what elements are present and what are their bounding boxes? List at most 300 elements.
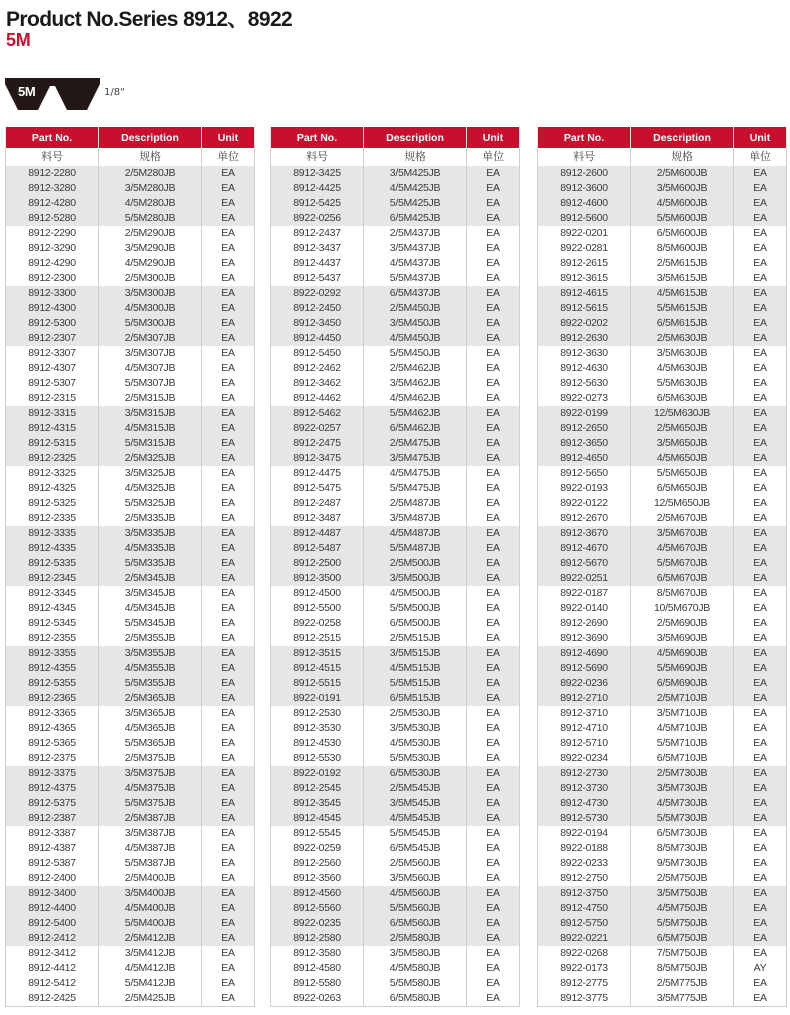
cell-unit: EA (467, 901, 520, 916)
cell-description: 12/5M650JB (631, 496, 734, 511)
cell-unit: EA (734, 571, 787, 586)
table-row (6, 916, 255, 931)
cell-description: 5/5M365JB (99, 736, 202, 751)
table-row (538, 571, 787, 586)
cell-description: 5/5M425JB (364, 196, 467, 211)
cell-unit: EA (734, 901, 787, 916)
cell-description: 4/5M425JB (364, 181, 467, 196)
table-row (538, 916, 787, 931)
cell-unit: EA (734, 331, 787, 346)
cell-description: 3/5M650JB (631, 436, 734, 451)
cell-unit: EA (734, 796, 787, 811)
cell-part-no: 8912-4710 (538, 721, 631, 736)
table-row (538, 976, 787, 991)
table-row (538, 331, 787, 346)
cell-description: 3/5M387JB (99, 826, 202, 841)
cell-unit: EA (467, 946, 520, 961)
table-row (271, 361, 520, 376)
table-row (6, 466, 255, 481)
cell-part-no: 8912-2345 (6, 571, 99, 586)
cell-description: 3/5M487JB (364, 511, 467, 526)
cell-unit: EA (734, 556, 787, 571)
table-row (271, 601, 520, 616)
table-row (6, 661, 255, 676)
table-row (538, 961, 787, 976)
cell-part-no: 8912-3375 (6, 766, 99, 781)
cell-part-no: 8912-5580 (271, 976, 364, 991)
cell-unit: EA (467, 841, 520, 856)
cell-unit: EA (467, 421, 520, 436)
cell-part-no: 8912-5630 (538, 376, 631, 391)
table-row (271, 886, 520, 901)
cell-part-no: 8912-4730 (538, 796, 631, 811)
cell-description: 6/5M462JB (364, 421, 467, 436)
table-row (271, 991, 520, 1007)
cell-unit: EA (202, 541, 255, 556)
table-row (6, 361, 255, 376)
cell-part-no: 8912-3412 (6, 946, 99, 961)
table-row (538, 841, 787, 856)
cell-part-no: 8912-3475 (271, 451, 364, 466)
cell-description: 4/5M560JB (364, 886, 467, 901)
cell-description: 2/5M437JB (364, 226, 467, 241)
cell-unit: EA (467, 406, 520, 421)
cell-part-no: 8912-5280 (6, 211, 99, 226)
cell-part-no: 8912-2325 (6, 451, 99, 466)
cell-description: 4/5M355JB (99, 661, 202, 676)
cell-unit: EA (202, 691, 255, 706)
cell-description: 5/5M335JB (99, 556, 202, 571)
cell-part-no: 8912-4345 (6, 601, 99, 616)
cell-unit: EA (202, 826, 255, 841)
cell-unit: EA (202, 346, 255, 361)
cell-part-no: 8912-3750 (538, 886, 631, 901)
cell-part-no: 8912-4515 (271, 661, 364, 676)
table-row (271, 391, 520, 406)
cell-unit: EA (734, 736, 787, 751)
cell-description: 2/5M425JB (99, 991, 202, 1007)
cell-description: 12/5M630JB (631, 406, 734, 421)
cell-part-no: 8912-3355 (6, 646, 99, 661)
cell-part-no: 8912-5355 (6, 676, 99, 691)
cell-unit: EA (467, 181, 520, 196)
cell-unit: EA (467, 781, 520, 796)
cell-part-no: 8922-0221 (538, 931, 631, 946)
cell-description: 3/5M515JB (364, 646, 467, 661)
cell-description: 4/5M515JB (364, 661, 467, 676)
table-row (6, 316, 255, 331)
cell-part-no: 8912-2335 (6, 511, 99, 526)
cell-description: 5/5M450JB (364, 346, 467, 361)
cell-part-no: 8912-3710 (538, 706, 631, 721)
table-row (271, 406, 520, 421)
cell-description: 4/5M710JB (631, 721, 734, 736)
cell-description: 5/5M375JB (99, 796, 202, 811)
table-row (271, 211, 520, 226)
cell-part-no: 8922-0263 (271, 991, 364, 1007)
cell-part-no: 8912-5560 (271, 901, 364, 916)
cell-description: 5/5M580JB (364, 976, 467, 991)
cell-unit: EA (202, 286, 255, 301)
table-row (271, 676, 520, 691)
cell-part-no: 8912-2387 (6, 811, 99, 826)
table-row (271, 946, 520, 961)
cell-unit: EA (734, 166, 787, 181)
table-row (538, 736, 787, 751)
table-row (271, 166, 520, 181)
cell-description: 5/5M462JB (364, 406, 467, 421)
cell-part-no: 8912-4400 (6, 901, 99, 916)
cell-part-no: 8912-3545 (271, 796, 364, 811)
cell-part-no: 8912-4375 (6, 781, 99, 796)
cell-description: 3/5M670JB (631, 526, 734, 541)
cell-part-no: 8912-2650 (538, 421, 631, 436)
cell-part-no: 8912-3670 (538, 526, 631, 541)
cell-description: 4/5M325JB (99, 481, 202, 496)
cell-unit: EA (202, 751, 255, 766)
cell-part-no: 8912-3345 (6, 586, 99, 601)
cell-unit: EA (202, 511, 255, 526)
table-row (538, 196, 787, 211)
cell-unit: EA (467, 301, 520, 316)
table-row (6, 271, 255, 286)
belt-profile-label: 5M (18, 84, 36, 99)
table-row (271, 256, 520, 271)
table-row (6, 181, 255, 196)
cell-unit: EA (734, 286, 787, 301)
cell-description: 7/5M750JB (631, 946, 734, 961)
cell-part-no: 8912-2775 (538, 976, 631, 991)
cell-unit: EA (467, 271, 520, 286)
table-row (6, 241, 255, 256)
cell-description: 2/5M365JB (99, 691, 202, 706)
cell-part-no: 8912-3580 (271, 946, 364, 961)
cell-part-no: 8912-5690 (538, 661, 631, 676)
cell-unit: EA (202, 961, 255, 976)
cell-description: 4/5M375JB (99, 781, 202, 796)
column-header-description: Description (631, 127, 734, 148)
cell-part-no: 8912-2315 (6, 391, 99, 406)
cell-unit: EA (734, 646, 787, 661)
cell-description: 2/5M615JB (631, 256, 734, 271)
cell-unit: EA (467, 211, 520, 226)
cell-description: 4/5M475JB (364, 466, 467, 481)
table-row (271, 781, 520, 796)
cell-description: 6/5M425JB (364, 211, 467, 226)
cell-description: 3/5M335JB (99, 526, 202, 541)
cell-description: 6/5M560JB (364, 916, 467, 931)
cell-part-no: 8912-3425 (271, 166, 364, 181)
table-row (538, 211, 787, 226)
cell-unit: EA (202, 256, 255, 271)
table-row (271, 706, 520, 721)
table-row (538, 856, 787, 871)
cell-description: 2/5M412JB (99, 931, 202, 946)
cell-part-no: 8912-3335 (6, 526, 99, 541)
cell-unit: EA (202, 316, 255, 331)
cell-unit: EA (467, 721, 520, 736)
cell-description: 5/5M500JB (364, 601, 467, 616)
cell-part-no: 8912-5670 (538, 556, 631, 571)
cell-part-no: 8912-3315 (6, 406, 99, 421)
table-row (6, 346, 255, 361)
table-row (271, 481, 520, 496)
table-row (271, 496, 520, 511)
cell-description: 4/5M750JB (631, 901, 734, 916)
table-row (6, 196, 255, 211)
table-row (271, 826, 520, 841)
cell-part-no: 8912-2375 (6, 751, 99, 766)
cell-part-no: 8922-0194 (538, 826, 631, 841)
cell-unit: EA (734, 661, 787, 676)
table-row (538, 721, 787, 736)
cell-part-no: 8912-3530 (271, 721, 364, 736)
table-row (271, 181, 520, 196)
cell-part-no: 8912-3775 (538, 991, 631, 1007)
cell-unit: EA (734, 691, 787, 706)
cell-unit: EA (734, 886, 787, 901)
table-row (271, 301, 520, 316)
cell-part-no: 8912-2355 (6, 631, 99, 646)
cell-description: 6/5M710JB (631, 751, 734, 766)
cell-part-no: 8912-4670 (538, 541, 631, 556)
cell-part-no: 8912-5515 (271, 676, 364, 691)
cell-unit: EA (734, 316, 787, 331)
cell-unit: EA (202, 631, 255, 646)
cell-description: 2/5M335JB (99, 511, 202, 526)
cell-description: 5/5M750JB (631, 916, 734, 931)
cell-part-no: 8912-2600 (538, 166, 631, 181)
cell-part-no: 8912-5450 (271, 346, 364, 361)
cell-unit: EA (467, 766, 520, 781)
table-row (271, 871, 520, 886)
table-row (6, 886, 255, 901)
cell-unit: EA (202, 556, 255, 571)
cell-description: 5/5M615JB (631, 301, 734, 316)
table-row (6, 376, 255, 391)
table-row (538, 376, 787, 391)
cell-part-no: 8912-5730 (538, 811, 631, 826)
cell-unit: EA (467, 241, 520, 256)
table-row (6, 841, 255, 856)
cell-description: 5/5M630JB (631, 376, 734, 391)
cell-unit: EA (467, 361, 520, 376)
table-row (538, 706, 787, 721)
column-header-description: Description (364, 127, 467, 148)
cell-description: 2/5M710JB (631, 691, 734, 706)
cell-description: 3/5M580JB (364, 946, 467, 961)
cell-part-no: 8912-4545 (271, 811, 364, 826)
cell-unit: EA (467, 331, 520, 346)
cell-unit: EA (202, 946, 255, 961)
cell-description: 4/5M335JB (99, 541, 202, 556)
cell-unit: EA (467, 616, 520, 631)
cell-description: 4/5M345JB (99, 601, 202, 616)
cell-part-no: 8912-2750 (538, 871, 631, 886)
cell-unit: EA (467, 916, 520, 931)
cell-part-no: 8912-4475 (271, 466, 364, 481)
cell-unit: EA (202, 166, 255, 181)
cell-description: 6/5M630JB (631, 391, 734, 406)
cell-description: 2/5M315JB (99, 391, 202, 406)
cell-description: 3/5M412JB (99, 946, 202, 961)
cell-description: 2/5M375JB (99, 751, 202, 766)
cell-unit: EA (734, 991, 787, 1007)
table-row (271, 976, 520, 991)
cell-description: 5/5M670JB (631, 556, 734, 571)
table-row (6, 451, 255, 466)
table-row (6, 331, 255, 346)
cell-unit: EA (467, 346, 520, 361)
cell-description: 2/5M545JB (364, 781, 467, 796)
column-subheader-part-no: 料号 (271, 148, 364, 166)
column-header-description: Description (99, 127, 202, 148)
cell-unit: EA (734, 346, 787, 361)
cell-unit: EA (467, 961, 520, 976)
cell-part-no: 8922-0256 (271, 211, 364, 226)
table-header-row (538, 127, 787, 148)
cell-part-no: 8922-0258 (271, 616, 364, 631)
cell-description: 5/5M650JB (631, 466, 734, 481)
cell-unit: EA (734, 481, 787, 496)
cell-description: 2/5M450JB (364, 301, 467, 316)
cell-description: 6/5M500JB (364, 616, 467, 631)
cell-unit: EA (202, 196, 255, 211)
cell-description: 3/5M530JB (364, 721, 467, 736)
cell-description: 5/5M325JB (99, 496, 202, 511)
cell-unit: EA (202, 466, 255, 481)
cell-description: 9/5M730JB (631, 856, 734, 871)
cell-unit: EA (467, 631, 520, 646)
cell-description: 4/5M290JB (99, 256, 202, 271)
table-row (6, 901, 255, 916)
table-row (271, 586, 520, 601)
cell-part-no: 8912-4690 (538, 646, 631, 661)
cell-description: 4/5M300JB (99, 301, 202, 316)
cell-part-no: 8912-2475 (271, 436, 364, 451)
table-row (271, 931, 520, 946)
cell-unit: EA (202, 391, 255, 406)
table-row (538, 436, 787, 451)
cell-unit: EA (467, 676, 520, 691)
cell-part-no: 8912-5462 (271, 406, 364, 421)
cell-description: 5/5M307JB (99, 376, 202, 391)
table-row (538, 361, 787, 376)
table-row (538, 931, 787, 946)
cell-part-no: 8912-5307 (6, 376, 99, 391)
column-subheader-description: 规格 (99, 148, 202, 166)
table-row (538, 661, 787, 676)
cell-part-no: 8912-3730 (538, 781, 631, 796)
cell-unit: EA (202, 871, 255, 886)
column-header-unit: Unit (734, 127, 787, 148)
cell-part-no: 8912-3450 (271, 316, 364, 331)
cell-part-no: 8912-3690 (538, 631, 631, 646)
table-row (271, 331, 520, 346)
cell-unit: EA (734, 706, 787, 721)
cell-part-no: 8922-0173 (538, 961, 631, 976)
table-row (271, 961, 520, 976)
cell-description: 3/5M500JB (364, 571, 467, 586)
cell-part-no: 8922-0201 (538, 226, 631, 241)
cell-unit: EA (202, 931, 255, 946)
table-row (538, 511, 787, 526)
cell-description: 2/5M730JB (631, 766, 734, 781)
cell-part-no: 8912-2730 (538, 766, 631, 781)
cell-part-no: 8912-3300 (6, 286, 99, 301)
cell-description: 5/5M315JB (99, 436, 202, 451)
table-row (271, 511, 520, 526)
cell-description: 3/5M475JB (364, 451, 467, 466)
table-row (6, 976, 255, 991)
cell-description: 6/5M437JB (364, 286, 467, 301)
cell-part-no: 8922-0257 (271, 421, 364, 436)
column-header-part-no: Part No. (6, 127, 99, 148)
cell-part-no: 8922-0191 (271, 691, 364, 706)
cell-unit: EA (202, 301, 255, 316)
cell-description: 3/5M315JB (99, 406, 202, 421)
table-row (6, 856, 255, 871)
table-row (538, 691, 787, 706)
cell-description: 6/5M580JB (364, 991, 467, 1007)
cell-description: 6/5M515JB (364, 691, 467, 706)
table-row (6, 946, 255, 961)
cell-part-no: 8912-4530 (271, 736, 364, 751)
cell-unit: EA (202, 406, 255, 421)
cell-description: 4/5M545JB (364, 811, 467, 826)
cell-description: 3/5M545JB (364, 796, 467, 811)
cell-description: 3/5M775JB (631, 991, 734, 1007)
cell-unit: EA (734, 976, 787, 991)
table-row (6, 526, 255, 541)
table-row (271, 271, 520, 286)
cell-part-no: 8912-3487 (271, 511, 364, 526)
cell-part-no: 8912-5387 (6, 856, 99, 871)
cell-description: 4/5M580JB (364, 961, 467, 976)
belt-type-subtitle: 5M (6, 30, 31, 50)
cell-part-no: 8912-2307 (6, 331, 99, 346)
cell-unit: EA (467, 511, 520, 526)
cell-description: 4/5M387JB (99, 841, 202, 856)
cell-part-no: 8912-5335 (6, 556, 99, 571)
cell-description: 2/5M650JB (631, 421, 734, 436)
cell-part-no: 8912-2290 (6, 226, 99, 241)
cell-description: 2/5M580JB (364, 931, 467, 946)
cell-unit: EA (467, 316, 520, 331)
cell-part-no: 8912-5545 (271, 826, 364, 841)
table-row (6, 691, 255, 706)
cell-description: 6/5M545JB (364, 841, 467, 856)
table-row (6, 991, 255, 1007)
table-row (6, 406, 255, 421)
table-row (271, 196, 520, 211)
cell-part-no: 8912-2690 (538, 616, 631, 631)
cell-description: 6/5M670JB (631, 571, 734, 586)
table-row (538, 811, 787, 826)
cell-unit: EA (734, 511, 787, 526)
parts-table-3 (537, 127, 787, 1007)
cell-part-no: 8912-2400 (6, 871, 99, 886)
cell-description: 2/5M775JB (631, 976, 734, 991)
cell-description: 5/5M560JB (364, 901, 467, 916)
column-subheader-unit: 单位 (734, 148, 787, 166)
cell-description: 3/5M365JB (99, 706, 202, 721)
column-header-unit: Unit (467, 127, 520, 148)
cell-unit: EA (734, 451, 787, 466)
cell-unit: EA (467, 601, 520, 616)
cell-part-no: 8912-4437 (271, 256, 364, 271)
cell-part-no: 8922-0233 (538, 856, 631, 871)
